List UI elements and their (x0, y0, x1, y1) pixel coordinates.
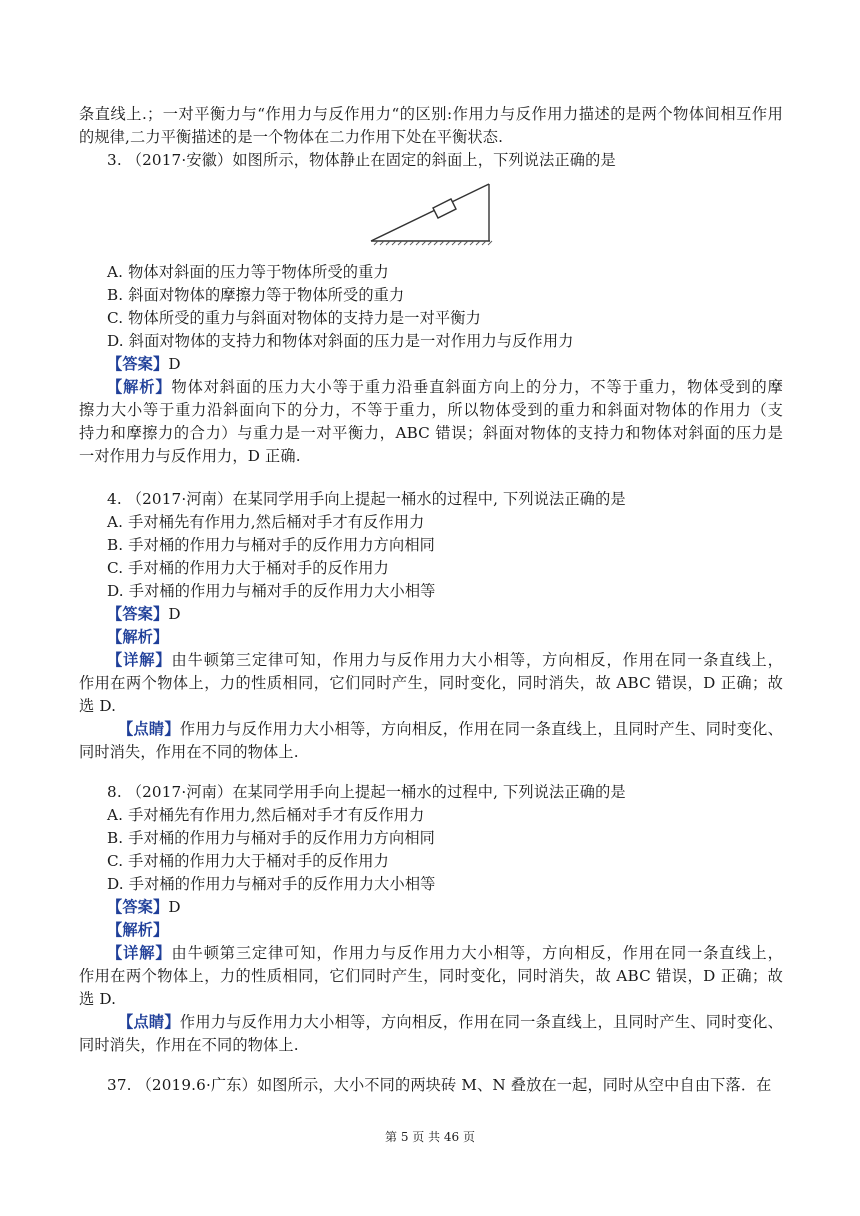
point-line (118, 718, 783, 741)
block-on-incline (433, 199, 456, 218)
detail-line (107, 942, 783, 965)
answer-tag: 【答案】 (107, 898, 169, 916)
analysis-text: 物体对斜面的压力大小等于重力沿垂直斜面方向上的分力，不等于重力，物体受到的摩 (171, 378, 784, 396)
detail-line: 作用在两个物体上，力的性质相同，它们同时产生，同时变化，同时消失，故 ABC 错误，D 正确；故 (79, 674, 783, 692)
analysis-line (107, 919, 783, 942)
paragraph-line: 条直线上.；一对平衡力与“作用力与反作用力“的区别:作用力与反作用力描述的是两个物体间相互作用 (79, 105, 783, 123)
option-c: C. 手对桶的作用力大于桶对手的反作用力 (107, 559, 389, 577)
point-text: 作用力与反作用力大小相等，方向相反，作用在同一条直线上，且同时产生、同时变化、 (179, 1013, 783, 1031)
analysis-line: 一对作用力与反作用力，D 正确. (79, 447, 301, 465)
detail-tag: 【详解】 (107, 944, 172, 962)
answer-line (107, 603, 783, 626)
point-tag: 【点睛】 (118, 1013, 180, 1031)
point-line: 同时消失，作用在不同的物体上. (79, 1036, 299, 1054)
question-stem: 4. （2017·河南）在某同学用手向上提起一桶水的过程中, 下列说法正确的是 (107, 490, 626, 508)
option-c: C. 手对桶的作用力大于桶对手的反作用力 (107, 852, 389, 870)
option-d: D. 手对桶的作用力与桶对手的反作用力大小相等 (107, 875, 436, 893)
answer-tag: 【答案】 (107, 355, 169, 373)
incline-slope (371, 184, 489, 241)
option-a: A. 物体对斜面的压力等于物体所受的重力 (107, 263, 389, 281)
detail-line (107, 649, 783, 672)
analysis-tag: 【解析】 (107, 921, 169, 939)
answer-line (107, 353, 783, 376)
option-d: D. 斜面对物体的支持力和物体对斜面的压力是一对作用力与反作用力 (107, 332, 574, 350)
option-a: A. 手对桶先有作用力,然后桶对手才有反作用力 (107, 806, 425, 824)
question-stem: 8. （2017·河南）在某同学用手向上提起一桶水的过程中, 下列说法正确的是 (107, 783, 626, 801)
option-b: B. 手对桶的作用力与桶对手的反作用力方向相同 (107, 829, 436, 847)
answer-value: D (168, 605, 181, 623)
analysis-line (107, 376, 783, 399)
answer-value: D (168, 898, 181, 916)
detail-tag: 【详解】 (107, 651, 172, 669)
detail-line: 选 D. (79, 990, 117, 1008)
question-stem: 3. （2017·安徽）如图所示，物体静止在固定的斜面上，下列说法正确的是 (107, 151, 616, 169)
point-line (118, 1011, 783, 1034)
analysis-tag: 【解析】 (107, 628, 169, 646)
analysis-line: 持力和摩擦力的合力）与重力是一对平衡力，ABC 错误；斜面对物体的支持力和物体对斜面的压力是 (79, 424, 783, 442)
detail-line: 作用在两个物体上，力的性质相同，它们同时产生，同时变化，同时消失，故 ABC 错误，D 正确；故 (79, 967, 783, 985)
analysis-line: 擦力大小等于重力沿斜面向下的分力，不等于重力，所以物体受到的重力和斜面对物体的作用力（支 (79, 401, 783, 419)
question-stem: 37. （2019.6·广东）如图所示，大小不同的两块砖 M、N 叠放在一起，同时从空中自由下落．在 (107, 1076, 772, 1094)
option-c: C. 物体所受的重力与斜面对物体的支持力是一对平衡力 (107, 309, 481, 327)
analysis-line (107, 626, 783, 649)
point-line: 同时消失，作用在不同的物体上. (79, 743, 299, 761)
answer-tag: 【答案】 (107, 605, 169, 623)
answer-value: D (168, 355, 181, 373)
page-footer: 第 5 页 共 46 页 (385, 1130, 475, 1144)
incline-figure (366, 178, 496, 250)
option-b: B. 手对桶的作用力与桶对手的反作用力方向相同 (107, 536, 436, 554)
paragraph-line: 的规律,二力平衡描述的是一个物体在二力作用下处在平衡状态. (79, 128, 504, 146)
option-d: D. 手对桶的作用力与桶对手的反作用力大小相等 (107, 582, 436, 600)
detail-text: 由牛顿第三定律可知，作用力与反作用力大小相等，方向相反，作用在同一条直线上， (171, 944, 784, 962)
detail-line: 选 D. (79, 697, 117, 715)
option-a: A. 手对桶先有作用力,然后桶对手才有反作用力 (107, 513, 425, 531)
point-tag: 【点睛】 (118, 720, 180, 738)
analysis-tag: 【解析】 (107, 378, 172, 396)
detail-text: 由牛顿第三定律可知，作用力与反作用力大小相等，方向相反，作用在同一条直线上， (171, 651, 784, 669)
answer-line (107, 896, 783, 919)
option-b: B. 斜面对物体的摩擦力等于物体所受的重力 (107, 286, 405, 304)
point-text: 作用力与反作用力大小相等，方向相反，作用在同一条直线上，且同时产生、同时变化、 (179, 720, 783, 738)
